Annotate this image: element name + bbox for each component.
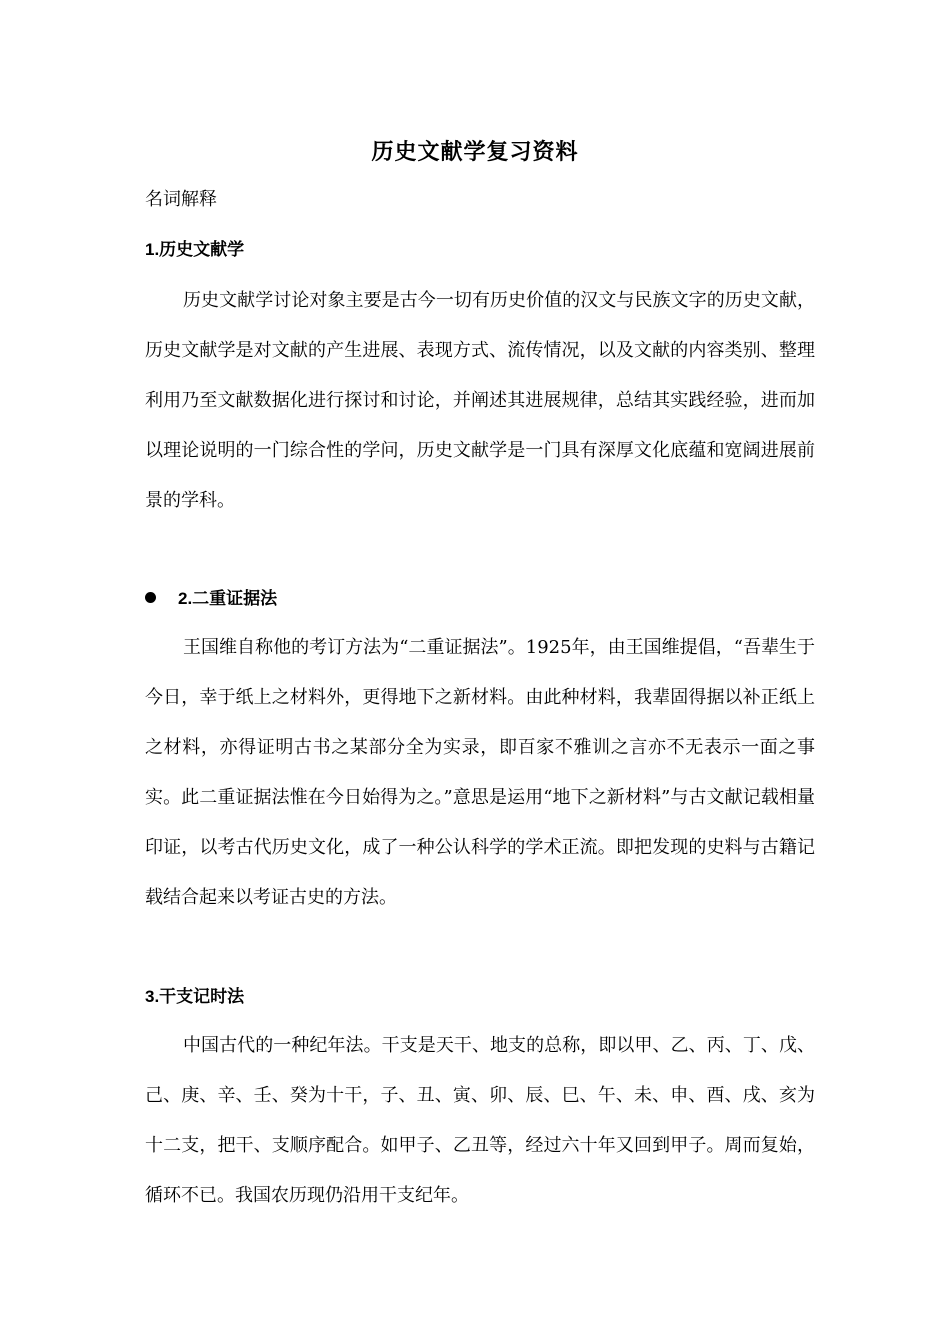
section-paragraph-3: 中国古代的一种纪年法。干支是天干、地支的总称，即以甲、乙、丙、丁、戊、己、庚、辛、壬、癸为十干，子、丑、寅、卯、辰、巳、午、未、申、酉、戌、亥为十二支，把干、支顺序配合。如甲子、乙丑等，经过六十年又回到甲子。周而复始，循环不已。我国农历现仍沿用干支纪年。 [145,1035,815,1206]
section-paragraph-1: 历史文献学讨论对象主要是古今一切有历史价值的汉文与民族文字的历史文献，历史文献学是对文献的产生进展、表现方式、流传情况，以及文献的内容类别、整理利用乃至文献数据化进行探讨和讨论，并阐述其进展规律，总结其实践经验，进而加以理论说明的一门综合性的学问，历史文献学是一门具有深厚文化底蕴和宽阔进展前景的学科。 [145,290,815,511]
section-heading-2 [145,585,277,613]
section-heading-1: 1.历史文献学 [145,240,245,259]
document-title: 历史文献学复习资料 [371,139,579,165]
category-label: 名词解释 [145,189,217,210]
bullet-icon [145,592,156,603]
section-heading-2-label: 2.二重证据法 [178,589,278,608]
section-heading-3: 3.干支记时法 [145,987,245,1006]
section-paragraph-2: 王国维自称他的考订方法为“二重证据法”。1925年，由王国维提倡，“吾辈生于今日，幸于纸上之材料外，更得地下之新材料。由此种材料，我辈固得据以补正纸上之材料，亦得证明古书之某部分全为实录，即百家不雅训之言亦不无表示一面之事实。此二重证据法惟在今日始得为之。”意思是运用“地下之新材料”与古文献记载相量印证，以考古代历史文化，成了一种公认科学的学术正流。即把发现的史料与古籍记载结合起来以考证古史的方法。 [145,637,815,908]
